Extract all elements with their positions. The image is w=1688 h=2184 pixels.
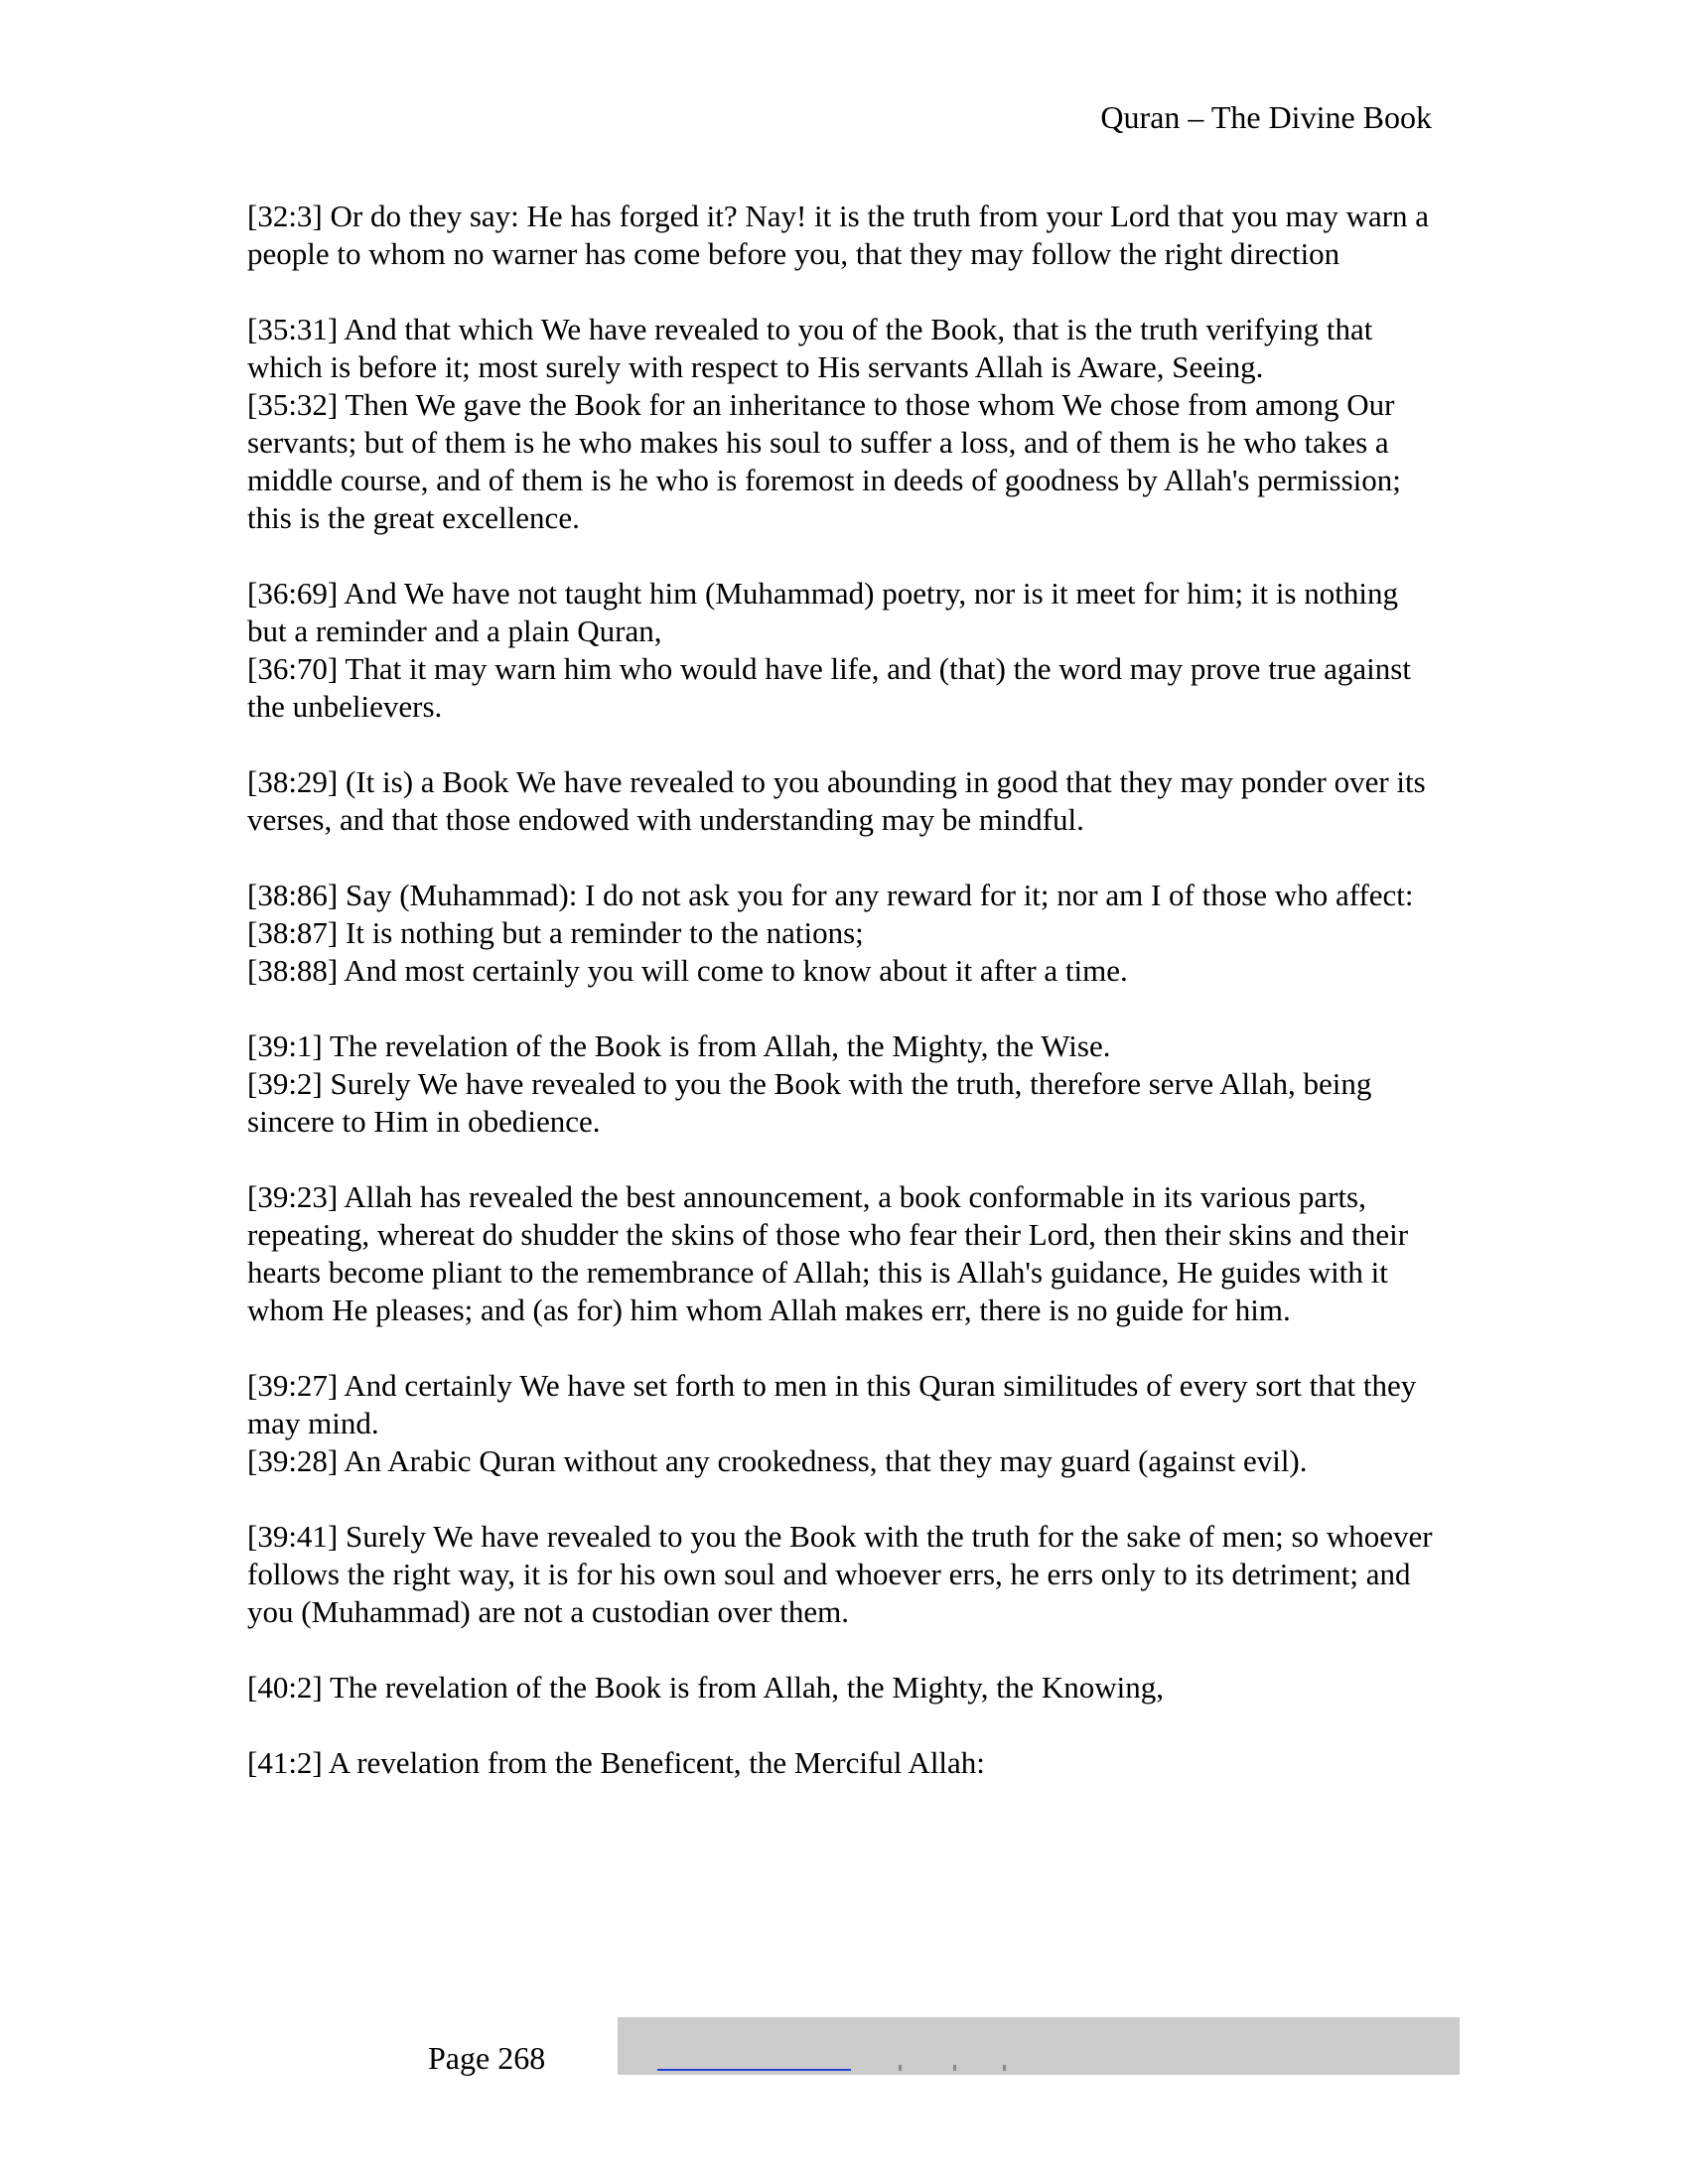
verse-list bbox=[247, 198, 1439, 1820]
verse-41-2: [41:2] A revelation from the Beneficent, the Merciful Allah: bbox=[247, 1745, 985, 1780]
verse-36-70: [36:70] That it may warn him who would have life, and (that) the word may prove true against the unbelievers. bbox=[247, 651, 1411, 724]
verse-38-87: [38:87] It is nothing but a reminder to the nations; bbox=[247, 915, 864, 950]
verse-paragraph bbox=[247, 877, 1439, 990]
verse-39-41: [39:41] Surely We have revealed to you the Book with the truth for the sake of men; so whoever follows the right way, it is for his own soul and whoever errs, he errs only to its detriment; and you (Muhammad) are not a custodian over them. bbox=[247, 1519, 1433, 1629]
verse-39-1: [39:1] The revelation of the Book is from Allah, the Mighty, the Wise. bbox=[247, 1028, 1111, 1063]
verse-paragraph bbox=[247, 763, 1439, 839]
footer-tick-mark bbox=[899, 2065, 902, 2071]
verse-39-2: [39:2] Surely We have revealed to you the Book with the truth, therefore serve Allah, being sincere to Him in obedience. bbox=[247, 1066, 1372, 1139]
footer-bar bbox=[618, 2017, 1460, 2075]
footer-link-underline[interactable] bbox=[657, 2069, 851, 2071]
footer-tick-mark bbox=[953, 2065, 956, 2071]
verse-32-3: [32:3] Or do they say: He has forged it? Nay! it is the truth from your Lord that you may warn a people to whom no warner has come before you, that they may follow the right direction bbox=[247, 199, 1430, 271]
verse-paragraph bbox=[247, 1178, 1439, 1329]
verse-paragraph bbox=[247, 1669, 1439, 1706]
verse-paragraph bbox=[247, 1027, 1439, 1141]
footer-tick-mark bbox=[1003, 2065, 1006, 2071]
verse-38-88: [38:88] And most certainly you will come to know about it after a time. bbox=[247, 953, 1128, 988]
verse-paragraph bbox=[247, 575, 1439, 726]
verse-35-32: [35:32] Then We gave the Book for an inheritance to those whom We chose from among Our servants; but of them is he who makes his soul to suffer a loss, and of them is he who takes a middle course, and of them is he who is foremost in deeds of goodness by Allah's permission; this is the great excellence. bbox=[247, 387, 1401, 535]
verse-39-23: [39:23] Allah has revealed the best announcement, a book conformable in its various parts, repeating, whereat do shudder the skins of those who fear their Lord, then their skins and their hearts become pliant to the remembrance of Allah; this is Allah's guidance, He guides with it whom He pleases; and (as for) him whom Allah makes err, there is no guide for him. bbox=[247, 1179, 1409, 1327]
verse-paragraph bbox=[247, 1518, 1439, 1631]
verse-39-28: [39:28] An Arabic Quran without any crookedness, that they may guard (against evil). bbox=[247, 1443, 1308, 1478]
verse-38-29: [38:29] (It is) a Book We have revealed to you abounding in good that they may ponder over its verses, and that those endowed with understanding may be mindful. bbox=[247, 764, 1426, 837]
verse-paragraph bbox=[247, 1367, 1439, 1480]
verse-38-86: [38:86] Say (Muhammad): I do not ask you for any reward for it; nor am I of those who affect: bbox=[247, 878, 1414, 912]
verse-paragraph bbox=[247, 311, 1439, 537]
page-number: Page 268 bbox=[428, 2040, 546, 2076]
verse-paragraph bbox=[247, 1744, 1439, 1782]
verse-40-2: [40:2] The revelation of the Book is from Allah, the Mighty, the Knowing, bbox=[247, 1670, 1164, 1705]
verse-39-27: [39:27] And certainly We have set forth to men in this Quran similitudes of every sort that they may mind. bbox=[247, 1368, 1417, 1440]
running-header: Quran – The Divine Book bbox=[1100, 99, 1432, 135]
verse-35-31: [35:31] And that which We have revealed to you of the Book, that is the truth verifying that which is before it; most surely with respect to His servants Allah is Aware, Seeing. bbox=[247, 312, 1373, 384]
verse-paragraph bbox=[247, 198, 1439, 273]
verse-36-69: [36:69] And We have not taught him (Muhammad) poetry, nor is it meet for him; it is nothing but a reminder and a plain Quran, bbox=[247, 576, 1398, 648]
